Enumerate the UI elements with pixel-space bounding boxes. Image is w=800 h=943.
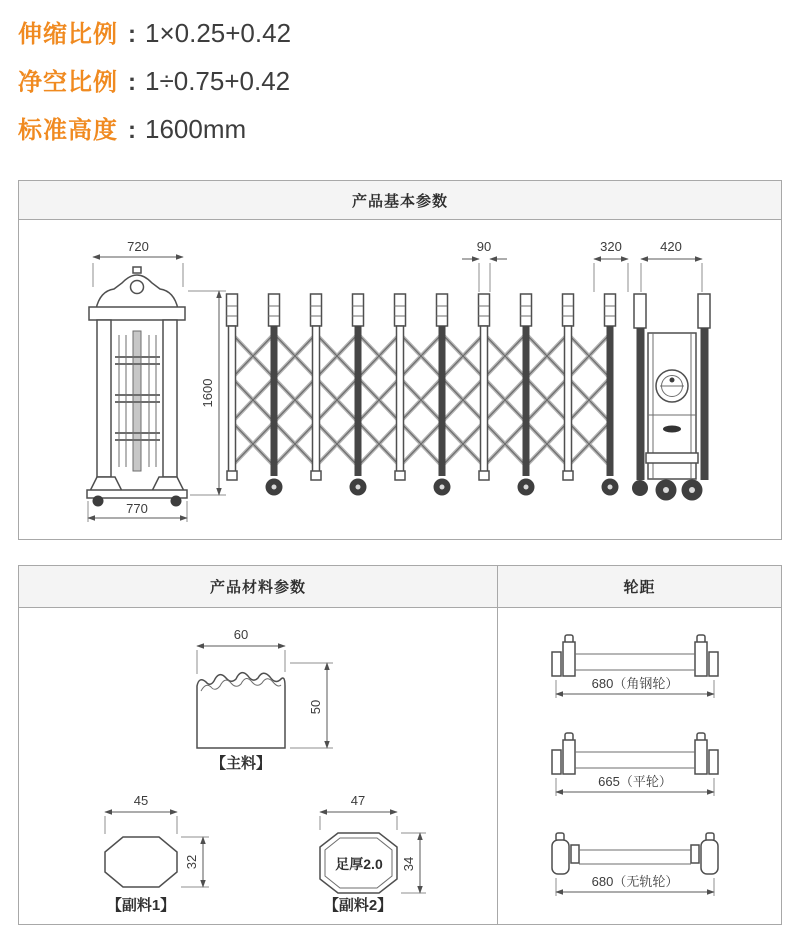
spec-value: 1×0.25+0.42 <box>145 18 292 48</box>
dim-sub1-width <box>105 793 177 834</box>
fence-wheels <box>266 479 619 496</box>
spec-value: 1600mm <box>145 114 247 144</box>
gate-technical-drawing <box>19 220 781 541</box>
spec-row-clearance-ratio <box>18 62 291 110</box>
brand-emblem <box>656 370 688 402</box>
main-material-profile <box>197 627 333 772</box>
wheelbase-angle-steel <box>552 635 718 698</box>
material-params-header <box>19 566 497 608</box>
sub-material-2-profile <box>320 793 426 914</box>
basic-params-header <box>19 181 781 220</box>
dim-34-label: 34 <box>401 856 416 872</box>
spec-value: 1÷0.75+0.42 <box>145 66 291 96</box>
post-wheel <box>93 496 104 507</box>
dim-50-label: 50 <box>308 699 323 715</box>
main-material-label: 【主料】 <box>210 755 272 772</box>
dim-sub2-width <box>320 793 397 830</box>
dim-1600 <box>188 291 226 495</box>
dim-320-label: 320 <box>600 239 622 254</box>
spec-row-standard-height <box>18 110 291 158</box>
dim-320 <box>594 239 628 292</box>
material-params-title: 产品材料参数 <box>209 579 306 596</box>
wheelbase-body <box>497 608 781 924</box>
sub-material-2-label: 【副料2】 <box>323 897 393 914</box>
fence-lattice <box>232 334 610 466</box>
wheelbase-title: 轮距 <box>623 579 656 596</box>
spec-colon: : <box>128 21 136 48</box>
material-params-body <box>19 608 497 924</box>
wheelbase-header <box>497 566 781 608</box>
sub-material-1-profile <box>105 793 209 914</box>
dim-32-label: 32 <box>184 854 199 870</box>
spec-list <box>18 14 291 158</box>
basic-params-panel <box>18 180 782 540</box>
basic-params-body <box>19 220 781 541</box>
spec-label: 净空比例 <box>18 69 118 96</box>
dim-720-label: 720 <box>127 239 149 254</box>
wheelbase-angle-steel-label: 680（角钢轮） <box>591 676 679 691</box>
dim-90-label: 90 <box>476 239 492 254</box>
sub-material-1-label: 【副料1】 <box>106 897 176 914</box>
dim-main-width <box>197 627 285 674</box>
dim-main-height <box>290 663 333 748</box>
spec-colon: : <box>128 117 136 144</box>
fence-posts <box>226 294 619 496</box>
dim-420-label: 420 <box>660 239 682 254</box>
dim-47-label: 47 <box>350 793 366 808</box>
wheelbase-drawing <box>498 608 781 924</box>
wheelbase-flat <box>552 733 718 796</box>
brand-logo-mark <box>663 426 681 433</box>
dim-420 <box>641 239 702 292</box>
spec-label: 标准高度 <box>18 117 118 144</box>
dim-1600-label: 1600 <box>200 378 215 408</box>
wheelbase-trackless <box>552 833 718 896</box>
material-profiles-drawing <box>19 608 497 924</box>
drive-unit-drawing <box>632 294 710 501</box>
spec-label: 伸缩比例 <box>18 21 118 48</box>
gate-post-drawing <box>87 267 187 507</box>
post-ornament <box>131 281 144 294</box>
dim-sub2-height <box>401 833 426 893</box>
spec-colon: : <box>128 69 136 96</box>
wheelbase-flat-label: 665（平轮） <box>598 774 672 789</box>
dim-45-label: 45 <box>133 793 149 808</box>
dim-90 <box>462 239 507 292</box>
sub2-wall-thickness-note: 足厚2.0 <box>335 856 383 872</box>
wheelbase-trackless-label: 680（无轨轮） <box>591 874 679 889</box>
spec-row-stretch-ratio <box>18 14 291 62</box>
drive-wheel <box>632 480 648 496</box>
post-wheel <box>171 496 182 507</box>
dim-770-label: 770 <box>126 501 148 516</box>
dim-60-label: 60 <box>233 627 249 642</box>
dim-sub1-height <box>181 837 209 887</box>
material-wheel-panel <box>18 565 782 925</box>
basic-params-title: 产品基本参数 <box>351 192 448 210</box>
